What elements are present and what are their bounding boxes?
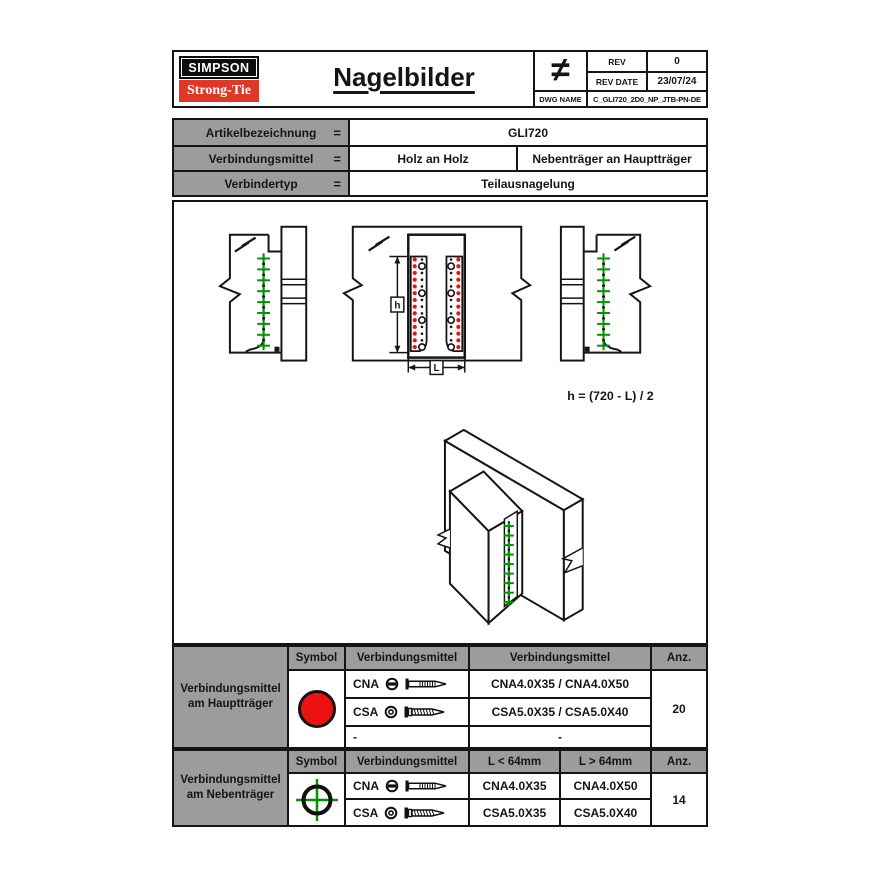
- cna-head-icon: [385, 677, 399, 691]
- fastener-value-2: Nebenträger an Hauptträger: [532, 151, 692, 166]
- col-header-fastener: Verbindungsmittel: [344, 751, 468, 772]
- col-header-fastener2: Verbindungsmittel: [468, 647, 650, 669]
- main-count-value: 20: [650, 669, 706, 747]
- equals-sign: =: [333, 176, 341, 191]
- col-header-fastener: Verbindungsmittel: [344, 647, 468, 669]
- cna-fastener-cell: [344, 669, 468, 697]
- revision-block: [533, 52, 706, 106]
- csa-screw-icon: [404, 706, 448, 718]
- csa-screw-icon: [404, 807, 448, 819]
- dwg-name-label: DWG NAME: [535, 90, 586, 106]
- connector-type-label: Verbindertyp: [224, 176, 298, 191]
- col-header-symbol: Symbol: [287, 751, 344, 772]
- right-nail-flange: [446, 257, 462, 352]
- logo-strongtie: Strong-Tie: [179, 80, 259, 102]
- connector-type-value: Teilausnagelung: [481, 176, 575, 191]
- left-side-view: [220, 227, 306, 361]
- red-circle-symbol-icon: [298, 690, 336, 728]
- green-crosshair-symbol-icon: [293, 776, 341, 824]
- drawing-sheet: [172, 50, 708, 828]
- cna-short-value: CNA4.0X35: [468, 772, 559, 798]
- main-symbol-cell: [287, 669, 344, 747]
- cna-code: CNA: [353, 677, 379, 691]
- nail-pattern-drawing: [174, 202, 706, 643]
- article-label: Artikelbezeichnung: [205, 125, 317, 140]
- height-formula: h = (720 - L) / 2: [567, 389, 654, 404]
- sub-table-row-label: Verbindungsmittel am Nebenträger: [174, 751, 287, 825]
- page-title: Nagelbilder: [333, 62, 475, 92]
- info-row-connector-type: [174, 170, 706, 195]
- cna-fastener-cell: [344, 772, 468, 798]
- csa-code: CSA: [353, 705, 379, 719]
- left-nail-flange: [411, 257, 427, 352]
- dwg-name-value: C_GLI720_2D0_NP_JTB-PN-DE: [586, 90, 706, 106]
- nail-pattern-drawing-area: [172, 200, 708, 645]
- cna-value: CNA4.0X35 / CNA4.0X50: [468, 669, 650, 697]
- empty-value: -: [468, 725, 650, 747]
- logo-simpson-text: SIMPSON: [181, 58, 257, 77]
- isometric-view: [438, 430, 583, 623]
- cna-nail-icon: [405, 780, 449, 792]
- cna-code: CNA: [353, 779, 379, 793]
- article-info-table: [172, 118, 708, 197]
- csa-value: CSA5.0X35 / CSA5.0X40: [468, 697, 650, 725]
- rev-date-label: REV DATE: [586, 71, 646, 90]
- equals-sign: =: [333, 125, 341, 140]
- front-view: [344, 227, 530, 375]
- col-header-count: Anz.: [650, 647, 706, 669]
- csa-fastener-cell: [344, 798, 468, 825]
- col-header-l-short: L < 64mm: [468, 751, 559, 772]
- rev-date-value: 23/07/24: [646, 71, 706, 90]
- csa-head-icon: [384, 705, 398, 719]
- rev-label: REV: [586, 52, 646, 71]
- dim-h-label: h: [394, 300, 401, 312]
- sub-count-value: 14: [650, 772, 706, 825]
- right-side-view: [561, 227, 650, 361]
- left-view-nail-marks: [257, 254, 270, 350]
- simpson-strongtie-logo: [179, 56, 259, 102]
- article-value: GLI720: [507, 125, 549, 140]
- equals-sign: =: [333, 151, 341, 166]
- main-beam-fastener-table: [172, 645, 708, 749]
- right-view-nail-marks: [597, 254, 610, 350]
- empty-fastener-cell: -: [344, 725, 468, 747]
- csa-code: CSA: [353, 805, 379, 820]
- csa-short-value: CSA5.0X35: [468, 798, 559, 825]
- fastener-label: Verbindungsmittel: [208, 151, 314, 166]
- info-row-article: [174, 120, 706, 145]
- logo-simpson: [179, 56, 259, 79]
- col-header-count: Anz.: [650, 751, 706, 772]
- info-row-fastener: [174, 145, 706, 170]
- not-equal-logo-icon: ≠: [551, 51, 570, 90]
- col-header-l-long: L > 64mm: [559, 751, 650, 772]
- rev-value: 0: [646, 52, 706, 71]
- fastener-value-1: Holz an Holz: [350, 147, 518, 170]
- cna-head-icon: [385, 779, 399, 793]
- cna-nail-icon: [405, 678, 449, 690]
- main-table-row-label: Verbindungsmittel am Hauptträger: [174, 647, 287, 747]
- iso-nail-marks: [504, 523, 514, 606]
- title-block: [172, 50, 708, 108]
- sub-symbol-cell: [287, 772, 344, 825]
- dim-L-label: L: [433, 362, 440, 374]
- csa-long-value: CSA5.0X40: [559, 798, 650, 825]
- secondary-beam-fastener-table: [172, 749, 708, 827]
- csa-head-icon: [384, 806, 398, 820]
- col-header-symbol: Symbol: [287, 647, 344, 669]
- csa-fastener-cell: [344, 697, 468, 725]
- cna-long-value: CNA4.0X50: [559, 772, 650, 798]
